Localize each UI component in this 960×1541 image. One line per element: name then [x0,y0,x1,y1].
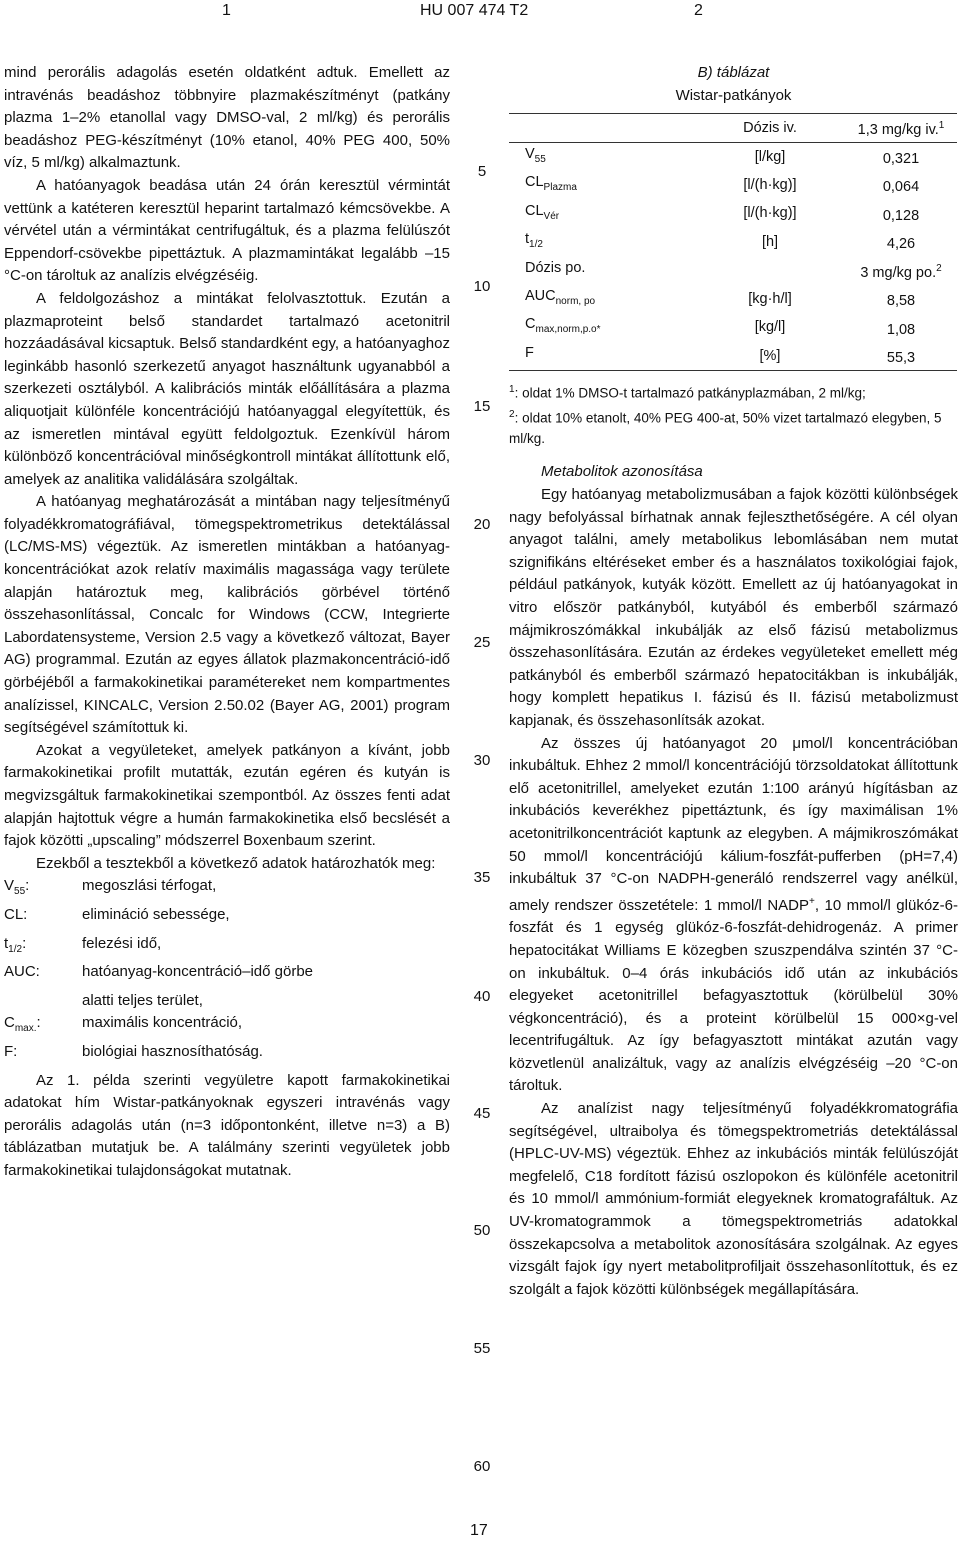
parameter-definitions [4,875,450,1069]
table-row: $CL_{Plazma}$ [l/(h·kg)] 0,064 [525,174,920,195]
definition-row: F: biológiai hasznosíthatóság. [4,1042,263,1060]
left-column [4,62,450,1183]
definition-row: $t_{1/2}$: felezési idő, [4,934,162,955]
line-number: 20 [473,516,491,533]
line-number: 25 [473,634,491,651]
table-row: $AUC_{norm, po}$ [kg·h/l] 8,58 [525,288,916,309]
paragraph-formulation: mind perorális adagolás esetén oldatként adtuk. Emellett az intravénás beadáshoz többnyire plazmakészítményt (patkány plazma 1–2% etanollal vagy DMSO-val, 2 ml/kg) és perorális beadáshoz PEG-készítményt (10% etanol, 40% PEG 400, 50% víz, 5 ml/kg) alkalmaztunk. [4,64,450,172]
pharmacokinetic-table [509,113,957,371]
table-row: $t_{1/2}$ [h] 4,26 [525,231,916,252]
footnote-1: $^1$: oldat 1% DMSO-t tartalmazó patkányplazmában, 2 ml/kg; [509,384,866,401]
definition-row: alatti teljes terület, [82,991,203,1009]
paragraph-sample-processing: A feldolgozáshoz a mintákat felolvasztottuk. Ezután a plazmaproteint belső standardet tartalmazó acetonitril hozzáadásával kicsaptuk. Belső standardként egy, a hatóanyaghoz leginkább hasonló szerkezetű anyagot használtunk ugyanabból a szerkezeti osztályból. A kalibrációs minták előállítására a plazma aliquotjait különféle koncentrációjú hatóanyaggal elegyítettük, és az ismeretlen mintával együtt feldolgoztuk. Ezenkívül három különböző koncentrációval minőségkontroll mintákat állítottunk elő, amelyek az analitika validálására szolgáltak. [4,289,450,488]
definition-row: AUC: hatóanyag-koncentráció–idő görbe [4,963,313,981]
table-header-row [509,114,957,142]
line-number: 40 [473,988,491,1005]
section-heading: Metabolitok azonosítása [541,463,703,481]
line-number: 55 [473,1340,491,1357]
line-number: 30 [473,752,491,769]
dose-iv-label: Dózis iv. [743,119,797,136]
table-row: $C_{max,norm,p.o*}$ [kg/l] 1,08 [525,316,916,338]
header-left-page-number: 1 [222,2,231,19]
dose-iv-value: 1,3 mg/kg iv.$^1$ [857,119,945,138]
table-row: $V_{55}$ [l/kg] 0,321 [525,145,920,167]
header-patent-number: HU 007 474 T2 [420,2,529,19]
paragraph-lc-ms: A hatóanyag meghatározását a mintában nagy teljesítményű folyadékkromatográfiával, tömegspektrometrikus detektálással (LC/MS-MS) végeztük. Az ismeretlen mintákban a hatóanyag-koncentrációkat azok relatív maximális magassága vagy területe alapján határoztuk meg, kalibrációs görbével történő összehasonlítással, Concalc for Windows (CCW, Integrierte Labordatensysteme, Version 2.5 vagy a következő változat, Bayer AG) programmal. Ezután az egyes állatok plazmakoncentráció-idő görbéjéből a farmakokinetikai paramétereket nem kompartmentes analízissel, KINCALC, Version 2.50.02 (Bayer AG, 2001) program segítségével számítottuk ki. [4,493,450,737]
definition-row: $C_{max.}$: maximális koncentráció, [4,1014,243,1035]
paragraph-parameters-intro: Ezekből a tesztekből a következő adatok határozhatók meg: [36,854,436,872]
paragraph-incubation: Az összes új hatóanyagot 20 μmol/l koncentrációban inkubáltuk. Ehhez 2 mmol/l koncentrációjú törzsoldatokat állítottunk elő acetonitrillel, amelyeket ezután 1:100 arányú hígításban az inkubációs keverékhez pipettáztunk, és így maximálisan 1% acetonitrilkoncentrációt kaptunk az elegyben. A májmikroszómákat 50 mmol/l koncentrációjú kálium-foszfát-pufferben (pH=7,4) inkubáltuk 37 °C-on NADPH-generáló rendszerrel vagy anélkül, amely rendszer összetétele: 1 mmol/l NADP+, 10 mmol/l glükóz-6-foszfát és 1 egység glükóz-6-foszfát-dehidrogenáz. A primer hepatocitákat Williams E közegben szuszpendálva szintén 37 °C-on inkubáltuk. 0–4 órás inkubációs idő után az inkubációs elegyeket acetonitrillel befagyasztottuk (körülbelül 30% végkoncentráció), és a proteint körülbelül 15 000×g-vel lecentrifugáltuk. Az így befagyasztott mintákat azután vagy közvetlenül analizáltuk, vagy az analízis elvégzéséig –20 °C-on tároltuk. [509,734,958,1095]
right-column [509,62,958,1301]
definition-row: $V_{55}$: megoszlási térfogat, [4,877,217,898]
paragraph-blood-sampling: A hatóanyagok beadása után 24 órán keresztül vérmintát vettünk a katéteren keresztül heparint tartalmazó kémcsövekbe. A vérvétel után a vérmintákat centrifugáltuk, és a plazma felülúszót Eppendorf-csövekbe pipettáztuk. A plazmamintákat legalább –15 °C-on tároltuk az analízis elvégzéséig. [4,176,450,285]
line-number: 45 [473,1105,491,1122]
line-number: 35 [473,869,491,886]
header-right-page-number: 2 [694,2,703,19]
table-row: $CL_{Vér}$ [l/(h·kg)] 0,128 [525,202,920,224]
footnote-2: $^2$: oldat 10% etanolt, 40% PEG 400-at, 50% vizet tartalmazó elegyben, 5 ml/kg. [509,408,942,447]
line-number: 10 [473,278,491,295]
table-caption: B) táblázat [697,64,770,81]
paragraph-upscaling: Azokat a vegyületeket, amelyek patkányon a kívánt, jobb farmakokinetikai profilt mutatták, ezután egéren és kutyán is megvizsgáltuk farmakokinetikai szempontból. Az összes fenti adat alapján hajtottuk végre a humán farmakokinetika első becslését a fajok közötti „upscaling” módszerrel Boxenbaum szerint. [4,741,450,850]
paragraph-analysis: Az analízist nagy teljesítményű folyadékkromatográfia segítségével, ultraibolya és tömegspektrometriás detektálással (HPLC-UV-MS) végeztük. Ehhez az inkubációs minták felülúszóját megfelelő, C18 fordított fázisú oszlopokon és különféle acetonitril és 10 mmol/l ammónium-formiát elegyeknek kromatografáltuk. Az UV-kromatogrammok a tömegspektrometriás adatokkal összekapcsolva a metabolitok azonosítására szolgálnak. Az egyes vizsgált fajok így nyert metabolitprofiljait összehasonlítottuk, és ez szolgált a fajok közötti különbségek megállapítására. [509,1100,958,1298]
page-number-footer: 17 [470,1522,488,1539]
line-number: 15 [473,398,491,415]
line-number: 50 [473,1222,491,1239]
line-number: 60 [473,1458,491,1475]
paragraph-metabolism-intro: Egy hatóanyag metabolizmusában a fajok közötti különbségek nagy befolyással bírhatnak annak fejleszthetőségére. A cél olyan anyagot találni, amely metabolikus lebomlásában nem mutat szignifikáns eltéréseket ember és a használatos toxikológiai fajok, például patkányok, kutyák között. Emellett az új hatóanyagokat in vitro először patkányból, kutyából és emberből származó májmikroszómákkal inkubálják az első fázisú metabolizmus összehasonlítására. Ezután az érdekes vegyületeket emellett még patkányból és emberből származó hepatocitákban is inkubálják, hogy komplett hepatikus I. fázisú és II. fázisú metabolizmust kapjanak, és összehasonlítsák azokat. [509,486,958,729]
table-subcaption: Wistar-patkányok [675,86,792,104]
table-footnotes [509,379,958,449]
definition-row: CL: elimináció sebessége, [4,905,230,923]
paragraph-results-intro: Az 1. példa szerinti vegyületre kapott farmakokinetikai adatokat hím Wistar-patkányoknak egyszeri intravénás vagy perorális adagolás után (n=3 időpontonként, illetve n=3) a B) táblázatban mutatjuk be. A találmány szerinti vegyületek jobb farmakokinetikai tulajdonságokat mutatnak. [4,1071,450,1179]
table-row: Dózis po. 3 mg/kg po.$^2$ [525,259,942,281]
table-row: F [%] 55,3 [509,342,957,371]
line-number: 5 [477,163,487,180]
